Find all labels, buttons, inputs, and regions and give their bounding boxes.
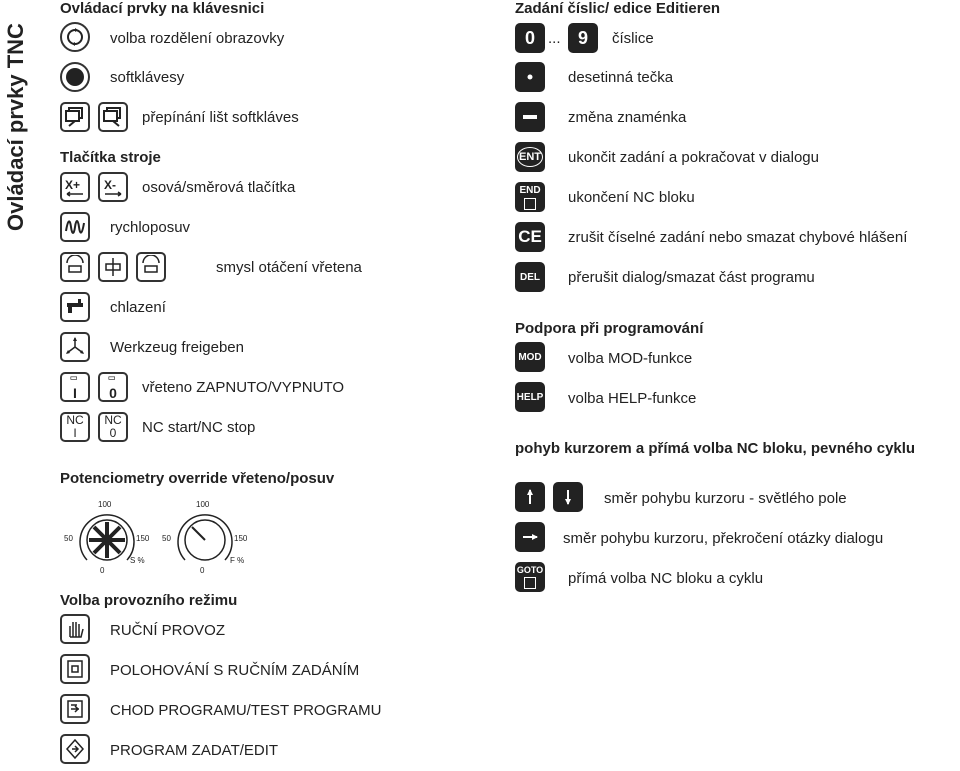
goto-key-label: GOTO (516, 565, 544, 575)
axis-buttons-label: osová/směrová tlačítka (142, 179, 296, 196)
tool-release-icon (63, 335, 87, 359)
spindle-dial-bottom: 0 (100, 566, 105, 575)
arrow-up-icon (518, 485, 542, 509)
cycle-arrows-icon (63, 25, 87, 49)
nc-stop-glyph: 0 (109, 426, 117, 440)
mod-label: volba MOD-funkce (568, 350, 693, 367)
digit-ellipsis: ... (548, 30, 561, 47)
cursor-right-key[interactable] (515, 522, 545, 552)
end-square-icon (524, 198, 536, 210)
arrow-right-icon (518, 525, 542, 549)
digit-9-key[interactable]: 9 (568, 23, 598, 53)
softkeys-label: softklávesy (110, 69, 185, 86)
x-minus-icon (101, 175, 125, 199)
feed-dial-right: 150 (234, 534, 248, 543)
goto-key[interactable] (515, 562, 545, 592)
program-edit-icon (63, 737, 87, 761)
tool-release-label: Werkzeug freigeben (110, 339, 244, 356)
mdi-label: POLOHOVÁNÍ S RUČNÍM ZADÁNÍM (110, 662, 360, 679)
minus-icon (518, 105, 542, 129)
nc-stop-key[interactable] (98, 412, 128, 442)
program-run-icon (63, 697, 87, 721)
softkey-bar-right-icon (101, 105, 125, 129)
spindle-ccw-key[interactable] (60, 252, 90, 282)
softkey-bar-next-key[interactable] (98, 102, 128, 132)
screen-split-key[interactable] (60, 22, 90, 52)
spindle-on-glyph: I (73, 385, 77, 401)
mdi-icon (63, 657, 87, 681)
override-heading: Potenciometry override vřeteno/posuv (60, 470, 335, 487)
x-plus-icon (63, 175, 87, 199)
nc-start-glyph: I (73, 426, 77, 440)
goto-square-icon (524, 577, 536, 589)
ent-key-label: ENT (517, 147, 543, 167)
sign-label: změna znaménka (568, 109, 687, 126)
spindle-left-icon (63, 255, 87, 279)
digits-heading: Zadání číslic/ edice Editieren (515, 0, 721, 17)
side-title: Ovládací prvky TNC (3, 23, 28, 231)
spindle-off-key[interactable] (98, 372, 128, 402)
coolant-key[interactable] (60, 292, 90, 322)
spindle-override-dial[interactable] (62, 498, 162, 580)
edit-label: PROGRAM ZADAT/EDIT (110, 742, 279, 759)
spindle-right-icon (139, 255, 163, 279)
spindle-small-icon (65, 376, 85, 386)
cursor-up-key[interactable] (515, 482, 545, 512)
ce-key[interactable]: CE (515, 222, 545, 252)
goto-label: přímá volba NC bloku a cyklu (568, 570, 764, 587)
end-key-label: END (519, 184, 541, 196)
cursor-heading: pohyb kurzorem a přímá volba NC bloku, pevného cyklu (515, 440, 916, 457)
nc-start-label: NC (66, 413, 84, 427)
spindle-dial-top: 100 (98, 500, 112, 509)
mdi-mode-key[interactable] (60, 654, 90, 684)
support-heading: Podpora při programování (515, 320, 704, 337)
right-arrow-label: směr pohybu kurzoru, překročení otázky dialogu (563, 530, 884, 547)
ent-key[interactable] (515, 142, 545, 172)
digits-label: číslice (612, 30, 654, 47)
updown-label: směr pohybu kurzoru - světlého pole (604, 490, 847, 507)
rapid-wave-icon (63, 215, 87, 239)
softkey-key[interactable] (60, 62, 90, 92)
feed-override-dial[interactable] (162, 498, 268, 580)
mod-key[interactable]: MOD (515, 342, 545, 372)
spindle-orient-key[interactable] (98, 252, 128, 282)
screen-split-label: volba rozdělení obrazovky (110, 30, 285, 47)
coolant-label: chlazení (110, 299, 166, 316)
nc-stop-label: NC (104, 413, 122, 427)
rapid-label: rychloposuv (110, 219, 191, 236)
decimal-label: desetinná tečka (568, 69, 674, 86)
softkey-bar-switch-label: přepínání lišt softkláves (142, 109, 299, 126)
ent-label: ukončit zadání a pokračovat v dialogu (568, 149, 819, 166)
decimal-key[interactable] (515, 62, 545, 92)
spindle-on-key[interactable] (60, 372, 90, 402)
digit-0-key[interactable]: 0 (515, 23, 545, 53)
spindle-off-glyph: 0 (109, 385, 117, 401)
faucet-icon (63, 295, 87, 319)
feed-dial-left: 50 (162, 534, 171, 543)
dot-icon (518, 65, 542, 89)
run-label: CHOD PROGRAMU/TEST PROGRAMU (110, 702, 382, 719)
del-key[interactable]: DEL (515, 262, 545, 292)
axis-minus-key[interactable] (98, 172, 128, 202)
nc-start-key[interactable] (60, 412, 90, 442)
feed-dial-bottom: 0 (200, 566, 205, 575)
run-mode-key[interactable] (60, 694, 90, 724)
filled-circle-icon (63, 65, 87, 89)
svg-text:X-: X- (104, 178, 116, 192)
spindle-cw-key[interactable] (136, 252, 166, 282)
softkey-bar-prev-key[interactable] (60, 102, 90, 132)
hand-icon (63, 617, 87, 641)
help-key[interactable]: HELP (515, 382, 545, 412)
rapid-key[interactable] (60, 212, 90, 242)
spindle-rotation-label: smysl otáčení vřetena (216, 259, 362, 276)
machine-heading: Tlačítka stroje (60, 149, 161, 166)
help-label: volba HELP-funkce (568, 390, 697, 407)
softkey-bar-left-icon (63, 105, 87, 129)
svg-text:X+: X+ (65, 178, 81, 192)
mode-heading: Volba provozního režimu (60, 592, 238, 609)
keyboard-heading: Ovládací prvky na klávesnici (60, 0, 265, 17)
end-key[interactable] (515, 182, 545, 212)
manual-mode-key[interactable] (60, 614, 90, 644)
feed-dial-top: 100 (196, 500, 210, 509)
sign-key[interactable] (515, 102, 545, 132)
feed-dial-icon (168, 498, 268, 580)
del-label: přerušit dialog/smazat část programu (568, 269, 815, 286)
arrow-down-icon (556, 485, 580, 509)
spindle-dial-left: 50 (64, 534, 73, 543)
spindle-onoff-label: vřeteno ZAPNUTO/VYPNUTO (142, 379, 345, 396)
tool-release-key[interactable] (60, 332, 90, 362)
ce-label: zrušit číselné zadání nebo smazat chybové hlášení (568, 229, 908, 246)
nc-startstop-label: NC start/NC stop (142, 419, 256, 436)
end-label: ukončení NC bloku (568, 189, 695, 206)
spindle-orient-icon (101, 255, 125, 279)
spindle-small-icon (103, 376, 123, 386)
spindle-dial-unit: S % (130, 556, 145, 565)
feed-dial-unit: F % (230, 556, 245, 565)
spindle-dial-right: 150 (136, 534, 150, 543)
axis-plus-key[interactable] (60, 172, 90, 202)
cursor-down-key[interactable] (553, 482, 583, 512)
edit-mode-key[interactable] (60, 734, 90, 764)
manual-label: RUČNÍ PROVOZ (110, 622, 226, 639)
